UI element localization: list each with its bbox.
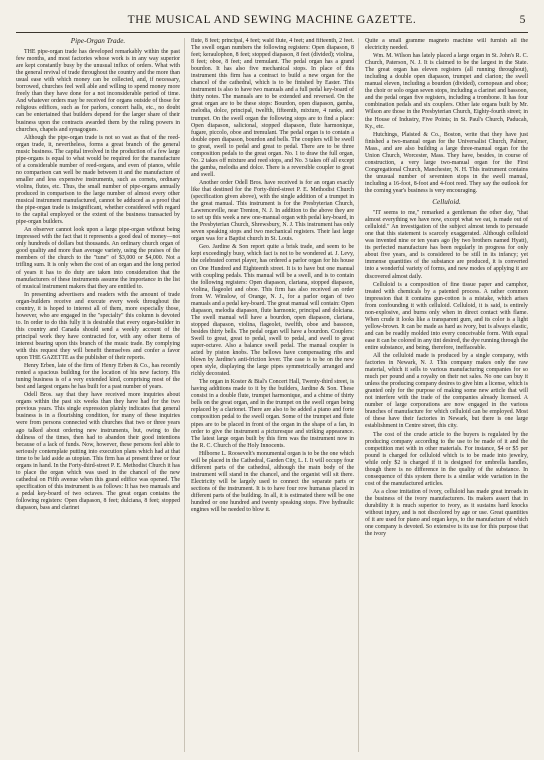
paragraph: Another order Odell Bros. have received is for an organ exactly like that destined for the Forty-third-street P. E. Methodist Church (specification given above), with the single addition of a trumpet in the great manual. This instrument is for the Presbyterian Church, Lawrenceville, near Trenton, N. J. In addition to the above they are to set up this week a new one-manual organ with pedal key-board, in the Presbyterian Church, Shrewsbury, N. J. This instrument has only seven speaking stops and two mechanical registers. Their last large organ was for a Baptist church in St. Louis. (191, 179, 354, 243)
paragraph: Celluloid is a composition of fine tissue paper and camphor, treated with chemicals by a patented process. A rather common impression that it contains gun-cotton is a mistake, which arises from confounding it with celluloid. Celluloid, it is said, is entirely non-explosive, and burns only when in direct contact with flame. When crude it looks like a transparent gum, and its color is a light yellow-brown. It can be made as hard as ivory, but is always elastic, and can be readily molded into every conceivable form. With equal ease it can be colored in any tint desired, the dye running through the entire substance, and being, therefore, ineffaceable. (365, 281, 528, 351)
paragraph: As a close imitation of ivory, celluloid has made great inroads in the business of the ivory manufacturers. Its makers assert that in durability it is much superior to ivory, as it sustains hard knocks without injury, and is not discolored by age or use. Great quantities of it are used for piano and organ keys, to the manufacture of which one company is devoted. So extensive is its use for this purpose that the ivory (365, 488, 528, 538)
paragraph: Henry Erben, late of the firm of Henry Erben & Co., has recently rented a spacious building for the location of his new factory. His tuning business is of a very extended kind, comprising most of the best and largest organs he has built for a past number of years. (16, 363, 180, 391)
paragraph: Odell Bros. say that they have received more inquiries about organs within the past six weeks than they have had for the two previous years. This single expression plainly indicates that general business is in a flourishing condition, for many of these inquiries were from persons connected with churches that two or three years ago talked about ordering new instruments, but, owing to the dullness of the times, then had to abandon their good intentions because of a lack of funds. Now, however, these persons feel able to seriously contemplate putting into execution plans which had at that time to be laid aside as utopian. This firm has at present three or four organs in hand. In the Forty-third-street P. E. Methodist Church it has to place the organ which was used in the chancel of the new cathedral on Fifth avenue when this grand edifice was opened. The specification of this instrument is as follows: It has two manuals and a pedal key-board of two octaves. The great organ contains the following registers: Open diapason, 8 feet; dulciana, 8 feet; stopped diapason, bass and clarinet (16, 392, 180, 512)
paragraph: Although the pipe-organ trade is not so vast as that of the reed-organ trade, it, nevertheless, forms a great branch of the general music business. The capital involved in the production of a few large pipe-organs is equal to what would be required for the manufacture of a considerable number of reed-organs, and even of pianos, while no comparison can well be made between it and the manufacture of smaller and less expensive instruments, such as cornets, ordinary violins, flutes, etc. Thus, the small number of pipe-organs annually produced in comparison to the large number of almost every other musical instrument manufactured, cannot be adduced as a proof that the pipe-organ trade is insignificant, whether considered with regard to the capital employed or the extent of the business transacted by pipe-organ builders. (16, 134, 180, 226)
paragraph: THE pipe-organ trade has developed remarkably within the past few months, and most factories whose work is in any way superior are kept constantly busy by the unusual influx of orders. What with the general revival of trade throughout the country and the more than usual ease with which money can be collected, and, if necessary, borrowed, churches feel well able and willing to spend money more freely than they have done for a not inconsiderable period of time. And whatever orders may be received for organs outside of those for religious edifices, such as for parlors, concert halls, etc., no doubt can be entertained that builders depend for the larger share of their business upon the contracts awarded them by the ruling powers in churches, chapels and synagogues. (16, 49, 180, 133)
paragraph: An observer cannot look upon a large pipe-organ without being impressed with the fact that it represents a good deal of money—not only hundreds of dollars but thousands. An ordinary church organ of good quality and more than average variety, using the praises of the members of the church to the "tune" of $3,000 or $4,000. Not a trifling sum. It is only when the cost of an organ and the long period of years it has to do duty are taken into consideration that the manufacturers of these instruments assume the importance in the list of musical instrument makers that they are entitled to. (16, 227, 180, 290)
paragraph: All the celluloid made is produced by a single company, with factories in Newark, N. J. This company makes only the raw material, which it sells to various manufacturing companies for so much per pound and a royalty on their net sales. No one can buy it unless the producing company desires to give him a license, which is granted only for the purpose of making some new article that will not interfere with the trade of the companies already licensed. A number of large corporations are now engaged in the various branches of manufacture for which celluloid can be employed. Most of these have their factories in Newark, but there is one large establishment in Centre street, this city. (365, 353, 528, 430)
page-number: 5 (519, 14, 526, 26)
paragraph: "IT seems to me," remarked a gentleman the other day, "that almost everything we have now, except what we eat, is made out of celluloid." An investigation of the subject almost tends to persuade one that this statement is scarcely exaggerated. Although celluloid was invented nine or ten years ago (by two brothers named Hyatt), its perfected manufacture has been regularly in progress for only about five years, and is considered to be still in its infancy; yet immense quantities of the substance are produced, it is converted into a wonderful variety of forms, and new modes of applying it are discovered almost daily. (365, 210, 528, 280)
publication-title: THE MUSICAL AND SEWING MACHINE GAZETTE. (127, 14, 417, 26)
paragraph: Hutchings, Plaisted & Co., Boston, write that they have just finished a two-manual organ for the Universalist Church, Palmer, Mass., and are also building a large three-manual organ for the Union Church, Worcester, Mass. They have, besides, in course of construction, a very large two-manual organ for the First Congregational Church, Manchester, N. H. This instrument contains the unusual number of seventeen stops in the swell manual, including a 16-foot, 8-foot and 4-foot reed. They say the outlook for the coming year's business is very encouraging. (365, 131, 528, 194)
column-1 (16, 38, 180, 752)
column-3 (358, 38, 528, 752)
paragraph: flute, 8 feet; principal, 4 feet; wald flute, 4 feet; and fifteenth, 2 feet. The swell organ numbers the following registers: Open diapason, 8 feet; keraulophon, 8 feet; stopped diapason, 8 feet (divided); violina, 8 feet; oboe, 8 feet; and tremulant. The pedal organ has a grand bourdon. It has also five mechanical stops. In place of this instrument this firm has a contract to build a new organ for the chancel of the cathedral, which is to be finished by Easter. This instrument is also to have two manuals and a full pedal key-board of thirty notes. The manuals are to be extended and reversed. On the great organ are to be these stops: Bourdon, open diapason, gamba, melodia, dolce, principal, twelfth, fifteenth, mixture, 4 ranks, and trumpet. On the swell organ the following stops are to find a place: Open diapason, salicional, stopped diapason, flute harmonique, fugare, piccolo, oboe and tremulant. The pedal organ is to contain a double open diapason, bourdon and bells. The couplers will be swell to great, swell to pedal and great to pedal. There are to be three composition pedals to the great organ. No. 1 to draw the full organ, No. 2 takes off mixture and reed stops, and No. 3 takes off all except the gamba, melodia and dolce. There is a reversible coupler to great and swell. (191, 38, 354, 178)
column-2 (184, 38, 354, 752)
paragraph: The organ in Koster & Bial's Concert Hall, Twenty-third street, is having additions made to it by the builders, Jardine & Son. These consist in a double flute, trumpet harmonique, and a chime of thirty bells on the great organ, and in the trumpet on the swell organ being replaced by a clarionet. There are also to be added a piano and forte composition pedal to the swell organ. Some of the trumpet and flute pipes are to be placed in front of the organ in the shape of a fan, in order to give the instrument a picturesque and striking appearance. The latest large organ built by this firm was the instrument now in the R. C. Church of the Holy Innocents. (191, 379, 354, 449)
paragraph: Wm. M. Wilson has lately placed a large organ in St. John's R. C. Church, Paterson, N. J. It is claimed to be the largest in the State. The great organ has eleven registers (all running throughout), including a double open diapason, trumpet and clarion; the swell manual eleven, including a bourdon (divided), cornopean and oboe; the choir or solo organ seven stops, including a clarinet and bassoon, and the pedal organ five registers, including a trombone. It has four combination pedals and six couplers. Other late organs built by Mr. Wilson are those in the Presbyterian Church, Eighty-fourth street; in the House of Industry, Five Points; in St. Paul's Church, Paducah, Ky., etc. (365, 53, 528, 130)
paragraph: The cost of the crude article to the buyers is regulated by the producing company according to the use to be made of it and the competition met with in other materials. For instance, $4 or $5 per pound is charged for celluloid which is to be made into jewelry, while only $2 is charged if it is designed for umbrella handles, though there is no difference in the quality of the substance. In consequence of this system there is a similar wide variation in the cost of the manufactured articles. (365, 431, 528, 487)
paragraph: Hilborne L. Roosevelt's monumental organ is to be the one which will be placed in the Cathedral, Garden City, L. I. It will occupy four different parts of the cathedral, although the main body of the instrument will stand in the chancel, and the organist will sit there. Electricity will be largely used to connect the separate parts or sections of the instrument. It is to have four row humanas placed in different parts of the building. In all, it is estimated there will be one hundred or one hundred and twenty speaking stops. Five hydraulic engines will be needed to blow it. (191, 450, 354, 514)
section-title-pipe-organ: Pipe-Organ Trade. (70, 38, 126, 45)
article-columns (16, 38, 528, 752)
section-title-celluloid: Celluloid. (432, 198, 461, 207)
paragraph: In presenting advertisers and readers with the amount of trade organ-builders receive and execute every week throughout the country, it is hoped to interest all of them, more especially those, however, who are engaged in the "specialty" this column is devoted to. In order to do this fully it is desirable that every organ-builder in this country and Canada should send a weekly account of the principal work they have contracted for, with any other items of interest bearing upon this branch of the music trade. By complying with this request they will benefit themselves and confer a favor upon THE GAZETTE as the publisher of their reports. (16, 291, 180, 362)
paragraph: Geo. Jardine & Son report quite a brisk trade, and seem to be kept exceedingly busy, which fact is not to be wondered at. J. Levy, the celebrated cornet player, has ordered a parlor organ for his house on One Hundred and Eighteenth street. It is to have but one manual with coupling pedals. This manual will be a swell, and is to contain the following registers: Open diapason, clariana, stopped diapason, violina, flageolet and oboe. This firm has also received an order from W. Winslow, of Orange, N. J., for a parlor organ of two manuals and a pedal key-board. The great manual will contain: Open diapason, melodia diapason, flute harmonic, principal and dolciana. The swell manual will have a bourdon, open diapason, clariana, stopped diapason, violina, flageolet, twelfth, oboe and bassoon, besides thirty bells. The pedal organ will have a bourdon. Couplers: Swell to great, great to pedal, swell to pedal, and swell to great super-octave. Also a balance swell pedal. The manual coupler is acted by piston knobs. The bellows have compensating ribs and blown by Jardine's anti-friction lever. The case is to be on the new open style, displaying the large pipes symmetrically arranged and richly decorated. (191, 244, 354, 378)
page-header (16, 14, 528, 33)
paragraph: Quite a small gramme magneto machine will furnish all the electricity needed. (365, 38, 528, 52)
